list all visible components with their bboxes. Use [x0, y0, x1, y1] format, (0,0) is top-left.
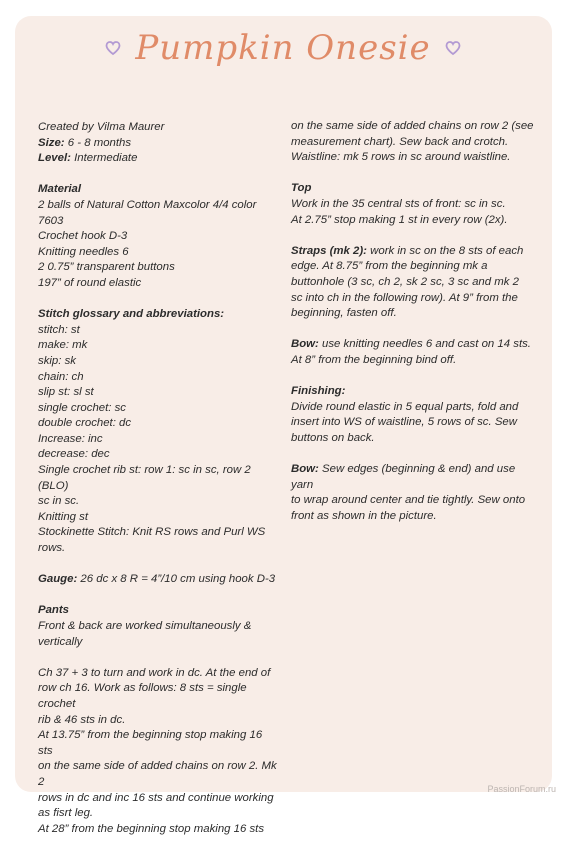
glossary-line: Single crochet rib st: row 1: sc in sc, row 2 (BLO)	[38, 464, 251, 492]
finishing-line: insert into WS of waistline, 5 rows of sc. Sew	[291, 416, 517, 429]
bow-section	[291, 337, 539, 368]
straps-section	[291, 244, 539, 322]
cont-line: on the same side of added chains on row 2 (see	[291, 120, 534, 132]
glossary-line: decrease: dec	[38, 448, 110, 461]
heart-icon	[105, 40, 121, 56]
pants-line: At 28” from the beginning stop making 16 sts	[38, 822, 265, 835]
bow-label: Bow:	[291, 338, 319, 351]
glossary-line: slip st: sl st	[38, 386, 94, 399]
pants-line: as fisrt leg.	[38, 807, 94, 820]
size-value: 6 - 8 months	[64, 136, 132, 149]
material-line: 2 balls of Natural Cotton Maxcolor 4/4 color	[38, 198, 257, 211]
pants-line: row ch 16. Work as follows: 8 sts = single crochet	[38, 682, 247, 710]
finishing-section	[291, 384, 539, 446]
glossary-line: single crochet: sc	[38, 401, 126, 414]
bow-line	[291, 337, 539, 353]
top-section	[291, 181, 539, 228]
pants-line: vertically	[38, 635, 83, 648]
title-area	[0, 28, 566, 68]
cont-line: measurement chart). Sew back and crotch.	[291, 135, 509, 148]
pants-line: rib & 46 sts in dc.	[38, 713, 126, 726]
top-line: At 2.75” stop making 1 st in every row (2x).	[291, 213, 508, 226]
level-value: Intermediate	[70, 152, 138, 165]
bow-line: At 8” from the beginning bind off.	[291, 353, 457, 366]
glossary-line: skip: sk	[38, 354, 76, 367]
material-line: 2 0.75” transparent buttons	[38, 261, 175, 274]
gauge-section	[38, 572, 278, 588]
bow-finish-text: Sew edges (beginning & end) and use yarn	[291, 463, 516, 491]
bow-finish-line	[291, 462, 539, 493]
pants-section	[38, 603, 278, 650]
size-line	[38, 136, 278, 152]
glossary-line: rows.	[38, 542, 66, 555]
straps-line: edge. At 8.75” from the beginning mk a	[291, 260, 488, 273]
gauge-line	[38, 572, 278, 588]
created-by: Created by Vilma Maurer	[38, 121, 165, 133]
page-title: Pumpkin Onesie	[135, 28, 431, 68]
glossary-heading: Stitch glossary and abbreviations:	[38, 308, 225, 321]
glossary-line: stitch: st	[38, 323, 80, 336]
pants-line: rows in dc and inc 16 sts and continue working	[38, 791, 274, 804]
top-line: Work in the 35 central sts of front: sc in sc.	[291, 197, 506, 210]
watermark: PassionForum.ru	[487, 784, 556, 794]
level-label: Level:	[38, 152, 71, 165]
straps-line: beginning, fasten off.	[291, 307, 397, 320]
pants-heading: Pants	[38, 604, 70, 617]
glossary-line: make: mk	[38, 339, 88, 352]
right-column	[291, 119, 539, 540]
glossary-line: double crochet: dc	[38, 417, 132, 430]
left-column	[38, 120, 278, 853]
glossary-section	[38, 307, 278, 557]
material-line: 7603	[38, 214, 64, 227]
gauge-value: 26 dc x 8 R = 4”/10 cm using hook D-3	[77, 573, 276, 586]
size-label: Size:	[38, 136, 65, 149]
finishing-line: buttons on back.	[291, 431, 375, 444]
pants-line: on the same side of added chains on row 2. Mk 2	[38, 760, 277, 788]
intro-section	[38, 120, 278, 167]
level-line	[38, 151, 278, 167]
material-line: Knitting needles 6	[38, 245, 129, 258]
pants-continued	[291, 119, 539, 166]
glossary-line: Increase: inc	[38, 432, 103, 445]
straps-text: work in sc on the 8 sts of each	[366, 244, 524, 257]
bow-finish-section	[291, 462, 539, 524]
pants-line: At 13.75” from the beginning stop making 16 sts	[38, 729, 263, 757]
bow-text: use knitting needles 6 and cast on 14 sts.	[318, 338, 531, 351]
straps-line: buttonhole (3 sc, ch 2, sk 2 sc, 3 sc and mk 2	[291, 275, 519, 288]
finishing-line: Divide round elastic in 5 equal parts, fold and	[291, 400, 519, 413]
straps-line: sc into ch in the following row). At 9” from the	[291, 291, 518, 304]
material-line: Crochet hook D-3	[38, 230, 128, 243]
gauge-label: Gauge:	[38, 573, 78, 586]
glossary-line: chain: ch	[38, 370, 84, 383]
pants-instructions	[38, 666, 278, 838]
finishing-heading: Finishing:	[291, 385, 346, 398]
bow-finish-line: front as shown in the picture.	[291, 509, 437, 522]
material-line: 197” of round elastic	[38, 276, 142, 289]
material-heading: Material	[38, 183, 82, 196]
pants-line: Ch 37 + 3 to turn and work in dc. At the end of	[38, 666, 271, 679]
pants-line: Front & back are worked simultaneously &	[38, 620, 252, 632]
bow-finish-line: to wrap around center and tie tightly. Sew onto	[291, 494, 526, 507]
straps-line	[291, 244, 539, 260]
top-heading: Top	[291, 182, 312, 195]
glossary-line: sc in sc.	[38, 495, 80, 508]
glossary-line: Stockinette Stitch: Knit RS rows and Purl WS	[38, 526, 266, 539]
straps-label: Straps (mk 2):	[291, 244, 367, 257]
cont-line: Waistline: mk 5 rows in sc around waistline.	[291, 151, 511, 164]
glossary-line: Knitting st	[38, 510, 89, 523]
heart-icon	[445, 40, 461, 56]
material-section	[38, 182, 278, 291]
bow-label: Bow:	[291, 463, 319, 476]
